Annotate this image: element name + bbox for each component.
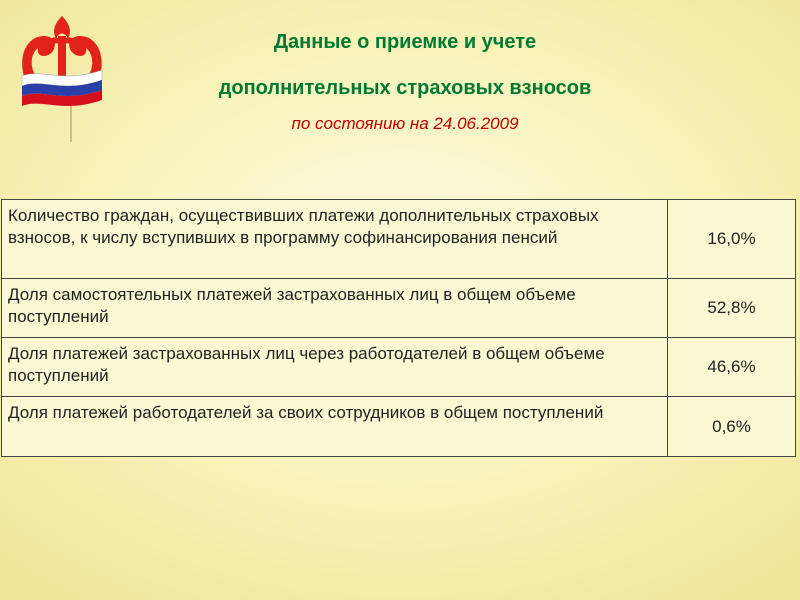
page-title-line-2: дополнительных страховых взносов <box>218 77 592 99</box>
row-label: Количество граждан, осуществивших платежи дополнительных страховых взносов, к числу вступивших в программу софинансирования пенсий <box>2 200 668 279</box>
table-row <box>2 397 796 457</box>
title-block <box>150 30 660 134</box>
page-title-line-1: Данные о приемке и учете <box>273 31 537 53</box>
pfr-logo-icon <box>16 14 108 144</box>
contributions-table <box>1 199 796 457</box>
table-row <box>2 200 796 279</box>
row-label: Доля платежей работодателей за своих сотрудников в общем поступлений <box>2 397 668 457</box>
row-label: Доля платежей застрахованных лиц через работодателей в общем объеме поступлений <box>2 338 668 397</box>
row-label: Доля самостоятельных платежей застрахованных лиц в общем объеме поступлений <box>2 279 668 338</box>
row-value: 0,6% <box>668 397 796 457</box>
page-subtitle-date: по состоянию на 24.06.2009 <box>291 114 519 133</box>
table-row <box>2 338 796 397</box>
row-value: 52,8% <box>668 279 796 338</box>
row-value: 46,6% <box>668 338 796 397</box>
table-row <box>2 279 796 338</box>
row-value: 16,0% <box>668 200 796 279</box>
